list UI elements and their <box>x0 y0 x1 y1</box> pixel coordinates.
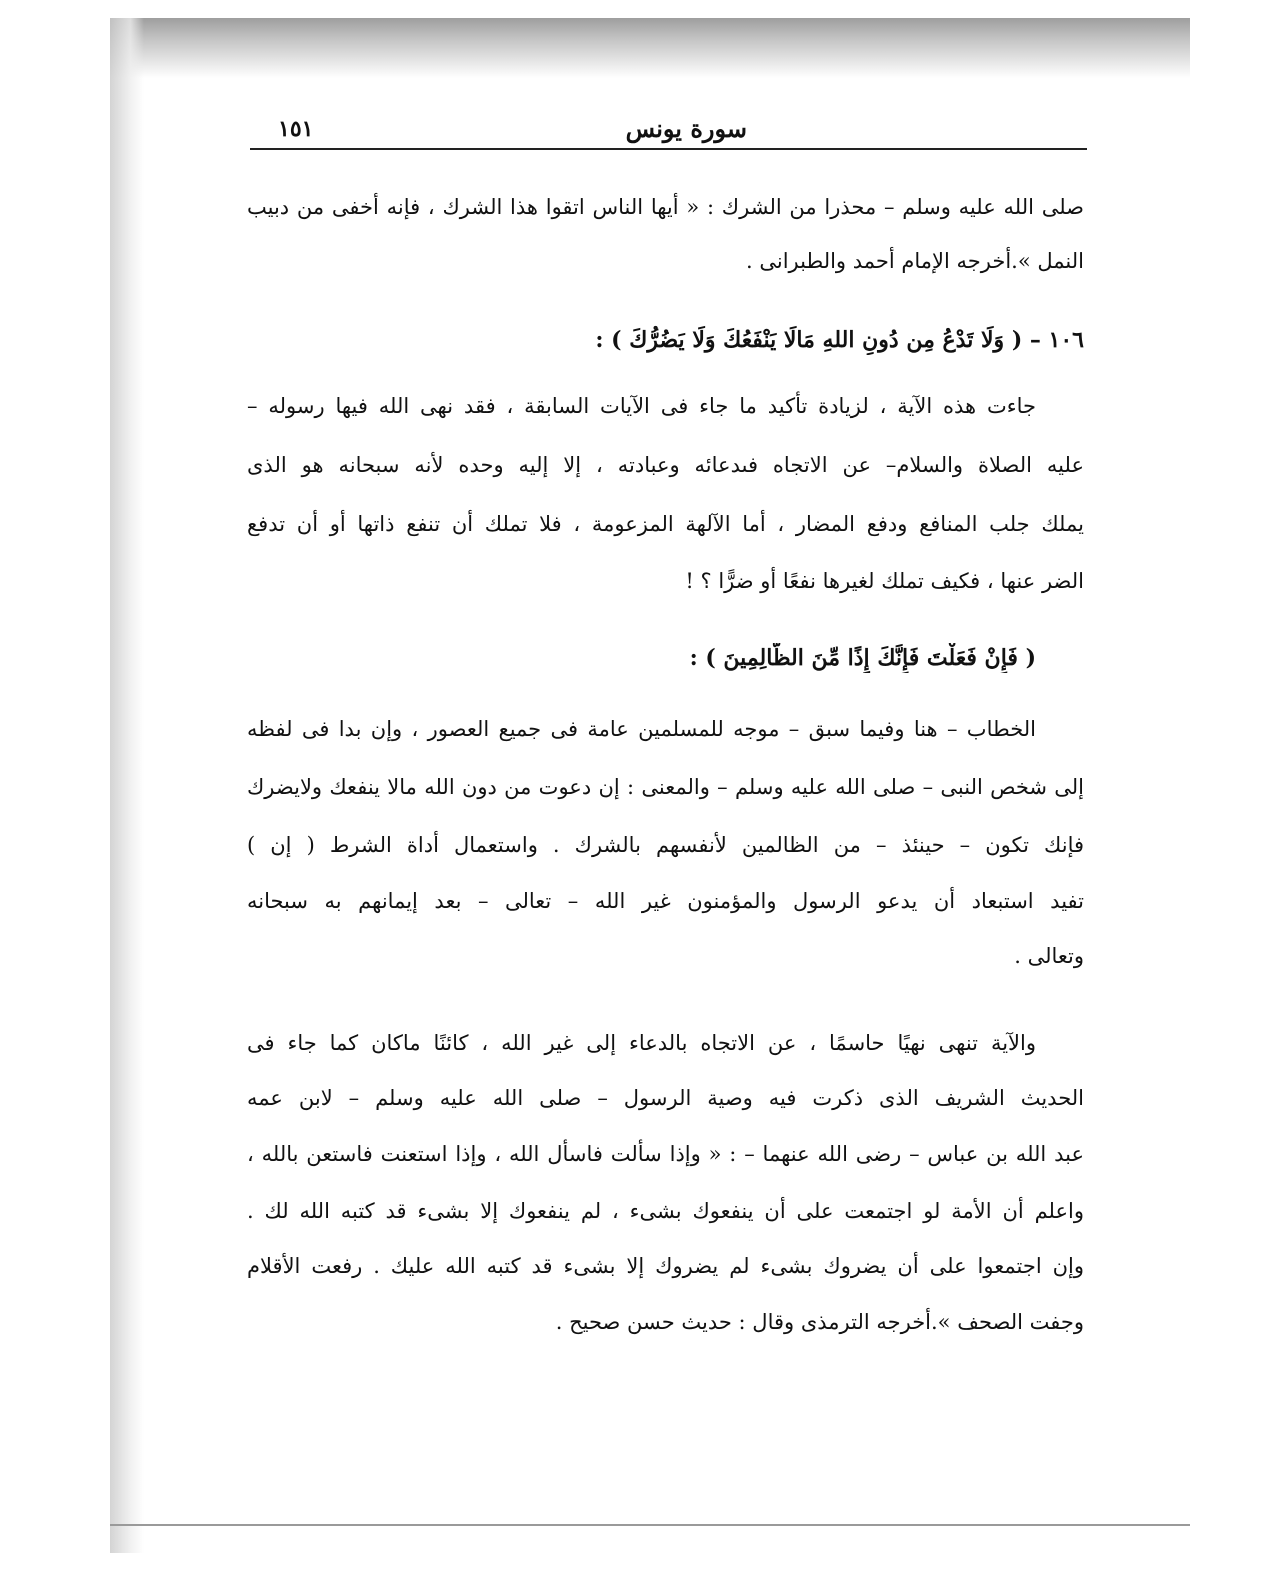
verse-heading: ( فَإِنْ فَعَلْتَ فَإِنَّكَ إِذًا مِّنَ الظَّالِمِينَ ) : <box>689 645 1036 671</box>
verse-heading: ١٠٦ – ( وَلَا تَدْعُ مِن دُونِ اللهِ مَالَا يَنْفَعُكَ وَلَا يَضُرُّكَ ) : <box>595 327 1084 353</box>
text-line: وتعالى . <box>1014 944 1084 968</box>
running-title: سورة يونس <box>625 114 747 143</box>
scan-edge-bottom <box>110 1524 1190 1526</box>
text-line: النمل ».أخرجه الإمام أحمد والطبرانى . <box>746 249 1084 273</box>
text-line: يملك جلب المنافع ودفع المضار ، أما الآلهة المزعومة ، فلا تملك أن تنفع ذاتها أو أن تدفع <box>247 512 1084 536</box>
text-line: واعلم أن الأمة لو اجتمعت على أن ينفعوك بشىء ، لم ينفعوك إلا بشىء قد كتبه الله لك . <box>247 1199 1084 1223</box>
header-rule <box>250 148 1087 150</box>
page-number: ١٥١ <box>278 116 314 142</box>
text-line: والآية تنهى نهيًا حاسمًا ، عن الاتجاه بالدعاء إلى غير الله ، كائنًا ماكان كما جاء فى <box>247 1031 1036 1055</box>
scan-shadow-top <box>110 18 1190 78</box>
text-line: وإن اجتمعوا على أن يضروك بشىء لم يضروك إلا بشىء قد كتبه الله عليك . رفعت الأقلام <box>247 1254 1084 1278</box>
text-line: الحديث الشريف الذى ذكرت فيه وصية الرسول – صلى الله عليه وسلم – لابن عمه <box>247 1086 1084 1110</box>
text-line: وجفت الصحف ».أخرجه الترمذى وقال : حديث حسن صحيح . <box>555 1310 1084 1334</box>
text-line: جاءت هذه الآية ، لزيادة تأكيد ما جاء فى الآيات السابقة ، فقد نهى الله فيها رسوله – <box>247 394 1036 418</box>
text-line: عبد الله بن عباس – رضى الله عنهما – : « وإذا سألت فاسأل الله ، وإذا استعنت فاستعن بالله ، <box>247 1142 1084 1166</box>
text-line: إلى شخص النبى – صلى الله عليه وسلم – والمعنى : إن دعوت من دون الله مالا ينفعك ولايضرك <box>247 775 1084 799</box>
text-line: تفيد استبعاد أن يدعو الرسول والمؤمنون غير الله – تعالى – بعد إيمانهم به سبحانه <box>247 889 1084 913</box>
text-line: الضر عنها ، فكيف تملك لغيرها نفعًا أو ضرًّا ؟ ! <box>685 569 1084 593</box>
scan-shadow-left <box>110 18 144 1553</box>
text-line: فإنك تكون – حينئذ – من الظالمين لأنفسهم بالشرك . واستعمال أداة الشرط ( إن ) <box>247 833 1084 857</box>
text-line: عليه الصلاة والسلام– عن الاتجاه فىدعائه وعبادته ، إلا إليه وحده لأنه سبحانه هو الذى <box>247 453 1084 477</box>
text-line: صلى الله عليه وسلم – محذرا من الشرك : « أيها الناس اتقوا هذا الشرك ، فإنه أخفى من دبيب <box>247 195 1084 219</box>
text-line: الخطاب – هنا وفيما سبق – موجه للمسلمين عامة فى جميع العصور ، وإن بدا فى لفظه <box>247 717 1036 741</box>
page-header <box>250 108 1087 148</box>
